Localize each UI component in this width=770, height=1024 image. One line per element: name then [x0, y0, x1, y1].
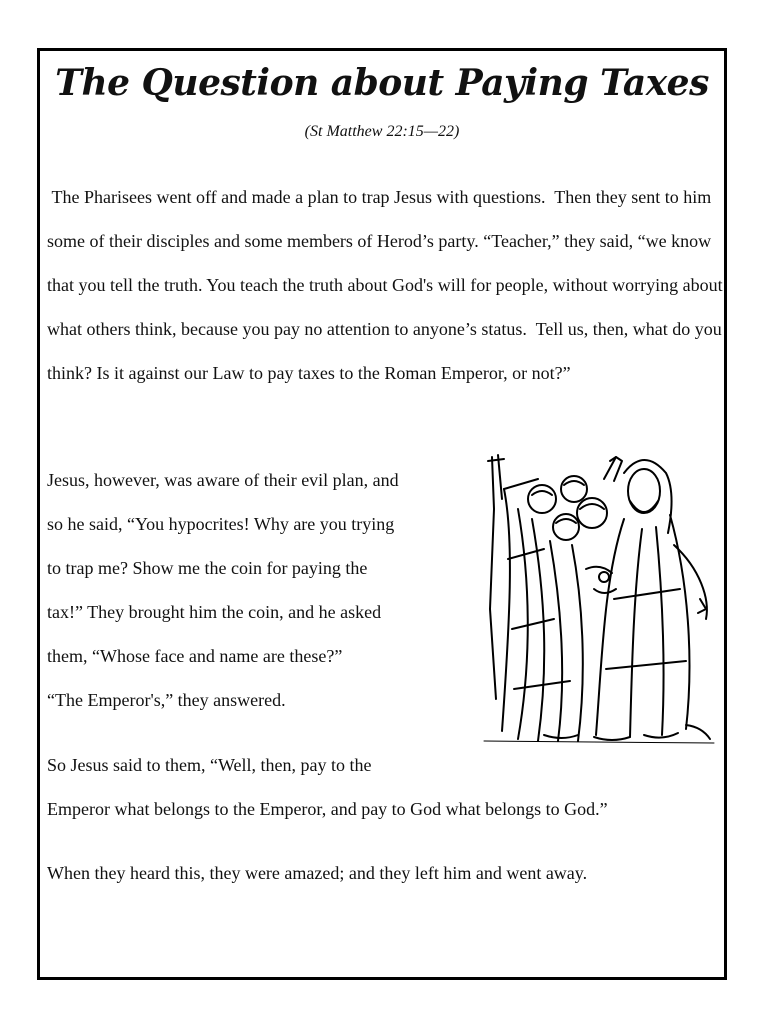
- paragraph-2-line: to trap me? Show me the coin for paying the: [47, 558, 368, 578]
- paragraph-2-line: “The Emperor's,” they answered.: [47, 690, 286, 710]
- paragraph-4: When they heard this, they were amazed; and they left him and went away.: [47, 863, 588, 883]
- paragraph-3-line: So Jesus said to them, “Well, then, pay to the: [47, 755, 372, 775]
- paragraph-1: The Pharisees went off and made a plan to trap Jesus with questions. Then they sent to him some of their disciples and some members of Herod’s party. “Teacher,” they said, “we know that you tell the truth. You teach the truth about God's will for people, without worrying about what others think, because you pay no attention to anyone’s status. Tell us, then, what do you think? Is it against our Law to pay taxes to the Roman Emperor, or not?”: [47, 187, 728, 383]
- paragraph-3: [47, 743, 725, 831]
- paragraph-2-line: tax!” They brought him the coin, and he asked: [47, 602, 382, 622]
- jesus-and-pharisees-illustration: [474, 449, 722, 749]
- paragraph-2-line: so he said, “You hypocrites! Why are you trying: [47, 514, 395, 534]
- paragraph-2-line: Jesus, however, was aware of their evil plan, and: [47, 470, 399, 490]
- paragraph-2: [47, 458, 477, 722]
- paragraph-2-line: them, “Whose face and name are these?”: [47, 646, 343, 666]
- worksheet-page: [37, 48, 727, 980]
- page-title: The Question about Paying Taxes: [55, 62, 709, 104]
- paragraph-3-line: Emperor what belongs to the Emperor, and pay to God what belongs to God.”: [47, 799, 608, 819]
- scripture-reference: (St Matthew 22:15—22): [304, 123, 460, 140]
